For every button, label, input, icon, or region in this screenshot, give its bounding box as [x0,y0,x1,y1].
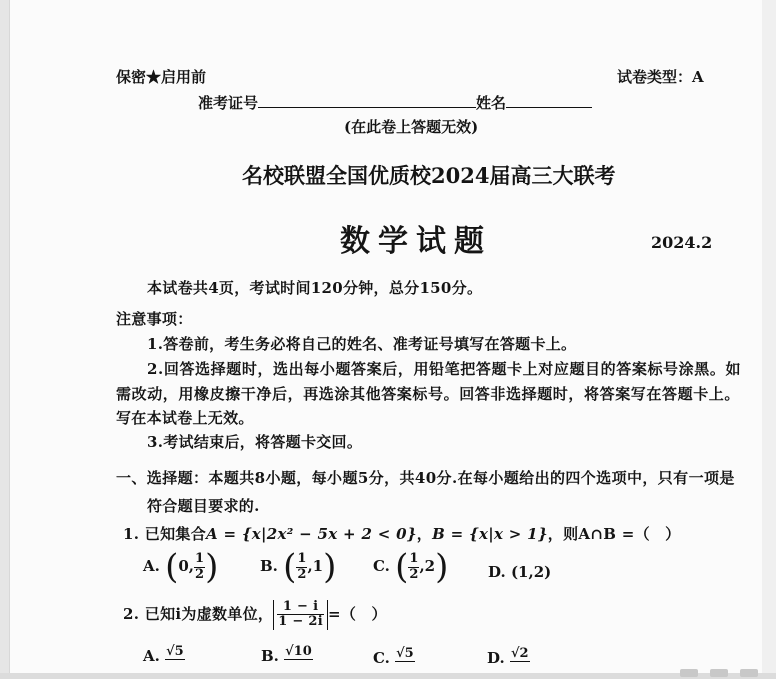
q1-option-a [143,547,219,587]
paper-type-label: 试卷类型：A [617,68,704,86]
q1-option-b-lparen: ( [283,547,297,587]
notice-heading: 注意事项： [116,310,193,328]
notice-item-3: 3.考试结束后，将答题卡交回。 [147,433,363,451]
q1-option-b-letter: B. [260,557,278,575]
notice-item-2-line-3: 写在本试卷上无效。 [116,409,254,427]
zoom-in-icon[interactable] [740,669,758,677]
q1-option-b-fraction [296,552,307,582]
q2-option-b-num: √10 [285,644,312,659]
subject-title: 数学试题 [340,224,492,259]
q2-option-a [143,644,185,665]
exam-id-row [198,92,592,113]
q2-option-b-fraction [284,645,313,660]
q2-number: 2. [123,604,140,623]
q1-option-c-fraction [408,552,419,582]
question-2-stem [123,600,387,630]
q2-option-d [487,646,530,667]
q1-option-b-num: 1 [297,551,307,567]
notice-item-1: 1.答卷前，考生务必将自己的姓名、准考证号填写在答题卡上。 [147,335,577,353]
q1-option-a-den: 2 [195,566,205,582]
q1-option-d-letter: D. [488,563,506,581]
q1-option-a-lead: 0, [178,557,195,575]
viewer-right-edge [762,0,776,679]
q2-fraction-num: 1 − i [277,600,324,615]
q2-option-d-fraction [510,647,530,662]
exam-id-label: 准考证号 [198,94,259,112]
q1-option-a-lparen: ( [165,547,179,587]
q1-option-a-fraction [194,552,205,582]
q2-option-d-letter: D. [487,649,505,667]
notice-item-2-line-1: 2.回答选择题时，选出每小题答案后，用铅笔把答题卡上对应题目的答案标号涂黑。如 [147,360,742,378]
name-label: 姓名 [476,94,507,112]
viewer-controls[interactable] [680,669,758,679]
q2-tail: =（ ） [327,604,387,623]
q2-option-c-num: √5 [396,646,414,661]
q2-fraction [277,600,324,630]
invalid-note: (在此卷上答题无效) [344,118,479,136]
q2-option-b-letter: B. [261,647,279,665]
q1-option-c-tail: ,2 [419,557,436,575]
q1-option-a-rparen: ) [205,547,219,587]
q2-abs-value [273,600,328,630]
q2-fraction-den: 1 − 2i [278,614,323,630]
q1-option-d-value: (1,2) [510,563,552,581]
confidential-label: 保密★启用前 [116,68,207,86]
q1-option-b-den: 2 [297,566,307,582]
q1-stem-b: ，则A∩B =（ ） [547,525,681,543]
viewer-left-gutter [0,0,10,679]
exam-id-blank [258,94,476,108]
q1-stem-a: 已知集合 [144,525,206,543]
q1-option-c-rparen: ) [435,547,449,587]
q1-option-b-tail: ,1 [307,557,324,575]
zoom-out-icon[interactable] [680,669,698,677]
q1-option-c-den: 2 [409,566,419,582]
exam-title: 名校联盟全国优质校2024届高三大联考 [242,163,616,188]
q1-option-b-rparen: ) [323,547,337,587]
q2-option-d-num: √2 [510,646,529,661]
q2-option-a-letter: A. [143,647,160,665]
q2-option-a-fraction [165,645,185,660]
q1-set-b: B = {x|x > 1} [432,525,548,543]
q1-option-d [488,563,551,581]
q2-option-c [373,646,415,667]
section-1-heading: 一、选择题：本题共8小题，每小题5分，共40分.在每小题给出的四个选项中，只有一项是 [116,469,735,487]
q2-option-b [261,644,313,665]
q1-number: 1. [123,525,140,543]
question-1-stem: 1. 已知集合A = {x|2x² − 5x + 2 < 0}，B = {x|x > 1}，则A∩B =（ ） [123,525,681,543]
name-blank [506,94,592,108]
q2-option-c-letter: C. [373,649,390,667]
section-1-heading-cont: 符合题目要求的. [147,497,260,515]
viewer-bottom-bar [0,673,776,679]
q2-stem: 已知i为虚数单位， [144,604,274,623]
q2-option-a-num: √5 [166,644,184,659]
q1-option-c-letter: C. [373,557,390,575]
q1-option-a-num: 1 [195,551,205,567]
q1-set-a: A = {x|2x² − 5x + 2 < 0} [206,525,417,543]
q1-option-b [260,547,337,587]
q1-option-c-num: 1 [409,551,419,567]
q2-option-c-fraction [395,647,415,662]
q1-option-c-lparen: ( [395,547,409,587]
intro-text: 本试卷共4页，考试时间120分钟，总分150分。 [147,279,483,297]
q1-option-c [373,547,449,587]
q1-option-a-letter: A. [143,557,160,575]
notice-item-2-line-2: 需改动，用橡皮擦干净后，再选涂其他答案标号。回答非选择题时，将答案写在答题卡上。 [116,385,741,403]
exam-date: 2024.2 [651,233,713,252]
page-icon[interactable] [710,669,728,677]
